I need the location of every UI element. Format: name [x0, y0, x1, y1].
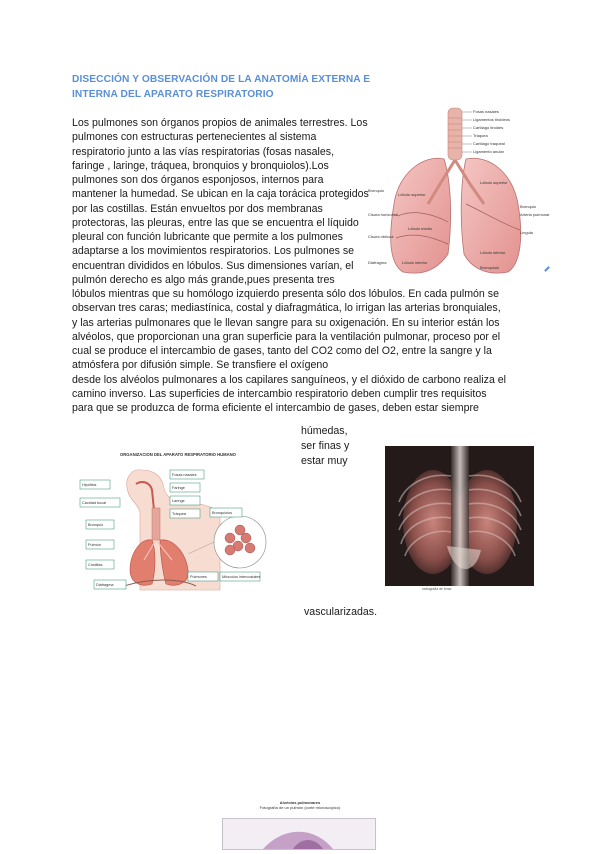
- resp-fig-label: Hipófisis: [82, 483, 97, 487]
- paragraph-line: mantener la humedad. Se ubican en la caja torácica protegidos: [72, 188, 369, 201]
- svg-text:Ligamento anular: Ligamento anular: [473, 149, 504, 154]
- resp-fig-label: Pulmones: [190, 575, 207, 579]
- svg-text:Ligamentos tiroideos: Ligamentos tiroideos: [473, 117, 510, 122]
- svg-text:Bronquio: Bronquio: [368, 188, 385, 193]
- paragraph-line: pleural con función lubricante que permite a los pulmones: [72, 231, 343, 243]
- paragraph-line: respiratorio junto a las vías respiratorias (fosas nasales,: [72, 145, 335, 158]
- resp-fig-title: ORGANIZACION DEL APARATO RESPIRATORIO HUMANO: [120, 452, 236, 457]
- svg-text:Lóbulo medio: Lóbulo medio: [408, 226, 433, 231]
- svg-text:Lingula: Lingula: [520, 230, 533, 235]
- paragraph-line: encuentran divididos en lóbulos. Sus dimensiones varían, el: [72, 259, 354, 272]
- chest-xray-image: [385, 446, 534, 586]
- paragraph-line: para que se produzca de forma eficiente el intercambio de gases, deben estar siempre: [72, 402, 479, 414]
- svg-text:Cartílago tiroides: Cartílago tiroides: [473, 125, 504, 130]
- resp-fig-label: Pulmón: [88, 543, 101, 547]
- paragraph-line: cual se produce el intercambio de gases, tanto del CO2 como del O2, entre la sangre y la: [72, 345, 492, 357]
- paragraph-line: desde los alvéolos pulmonares a los capilares sanguíneos, y el dióxido de carbono realiza el: [72, 373, 507, 386]
- svg-text:Cisura horizontal: Cisura horizontal: [368, 212, 399, 217]
- lung-label-0: Fosas nasales: [473, 109, 499, 114]
- side-line-2: ser finas y: [301, 440, 350, 452]
- svg-text:Lóbulo superior: Lóbulo superior: [480, 180, 508, 185]
- svg-text:Lóbulo superior: Lóbulo superior: [398, 192, 426, 197]
- paragraph-line: lóbulos mientras que su homólogo izquierdo presenta sólo dos lóbulos. En cada pulmón se: [72, 288, 499, 300]
- paragraph-line: pulmones son dos órganos esponjosos, internos para: [72, 174, 324, 186]
- side-line-1: húmedas,: [301, 425, 348, 437]
- resp-fig-label: Costillas: [88, 563, 103, 567]
- paragraph-line: pulmón derecho es algo más grande,pues presenta tres: [72, 273, 335, 286]
- resp-fig-label: Faringe: [172, 486, 185, 490]
- resp-fig-label: Bronquiolos: [212, 511, 233, 515]
- paragraph-line: observan tres caras; mediastínica, costal y diafragmática, lo irrigan las arterias bronquiales,: [72, 302, 501, 315]
- bottom-caption-line-2: Fotografía de un pulmón (corte microscópico): [259, 805, 341, 810]
- paragraph-line: protectoras, las pleuras, entre las que se encuentra el líquido: [72, 216, 359, 229]
- paragraph-line: pulmones con estructuras pertenecientes al sistema: [72, 131, 317, 144]
- resp-fig-label: Cavidad bucal: [82, 501, 107, 505]
- svg-text:Cartílago traqueal: Cartílago traqueal: [473, 141, 505, 146]
- svg-text:Lóbulo inferior: Lóbulo inferior: [402, 260, 428, 265]
- bottom-figure-caption: [240, 800, 360, 810]
- edit-pen-icon[interactable]: [544, 266, 550, 272]
- respiratory-system-figure: [80, 450, 280, 594]
- paragraph-line: adaptarse a los movimientos respiratorios. Los pulmones se: [72, 245, 355, 258]
- resp-fig-label: Tráquea: [172, 512, 187, 516]
- paragraph-line: camino inverso. Las superficies de intercambio respiratorio deben cumplir tres requisitos: [72, 387, 487, 400]
- resp-fig-label: Laringe: [172, 499, 185, 503]
- paragraph-line: atmósfera por difusión simple. Se transfiere el oxígeno: [72, 359, 329, 372]
- title-line-2: INTERNA DEL APARATO RESPIRATORIO: [72, 89, 274, 100]
- resp-fig-label: Músculos intercostales: [222, 575, 261, 579]
- xray-caption: radiografía de tórax: [422, 587, 452, 591]
- title-line-1: DISECCIÓN Y OBSERVACIÓN DE LA ANATOMÍA EXTERNA E: [72, 74, 371, 85]
- paragraph-line: Los pulmones son órganos propios de animales terrestres. Los: [72, 117, 368, 129]
- document-title: [72, 72, 402, 102]
- svg-text:Bronquiolo: Bronquiolo: [480, 265, 500, 270]
- svg-text:Lóbulo inferior: Lóbulo inferior: [480, 250, 506, 255]
- bottom-caption-line-1: Alvéolos pulmonares: [279, 800, 321, 805]
- lungs-anatomy-figure: [368, 104, 550, 280]
- final-word: vascularizadas.: [304, 606, 378, 618]
- paragraph-line: alvéolos, que proporcionan una gran superficie para la ventilación pulmonar, proceso por el: [72, 330, 501, 343]
- paragraph-line: faringe , laringe, tráquea, bronquios y bronquiolos).Los: [72, 159, 329, 172]
- resp-fig-label: Fosas nasales: [172, 473, 197, 477]
- resp-fig-label: Bronquio: [88, 523, 104, 527]
- resp-fig-label: Diafragma: [96, 583, 114, 587]
- svg-text:Bronquio: Bronquio: [520, 204, 537, 209]
- svg-text:Tráquea: Tráquea: [473, 133, 488, 138]
- svg-text:Diafragma: Diafragma: [368, 260, 387, 265]
- paragraph-line: y las arterias pulmonares que le llevan sangre para su oxigenación. En su interior están los: [72, 316, 500, 329]
- svg-text:Cisura oblicua: Cisura oblicua: [368, 234, 394, 239]
- side-line-3: estar muy: [301, 455, 348, 467]
- alveoli-micrograph: [222, 818, 376, 850]
- svg-text:Arteria pulmonar: Arteria pulmonar: [520, 212, 550, 217]
- paragraph-line: por las costillas. Están envueltos por dos membranas: [72, 202, 323, 215]
